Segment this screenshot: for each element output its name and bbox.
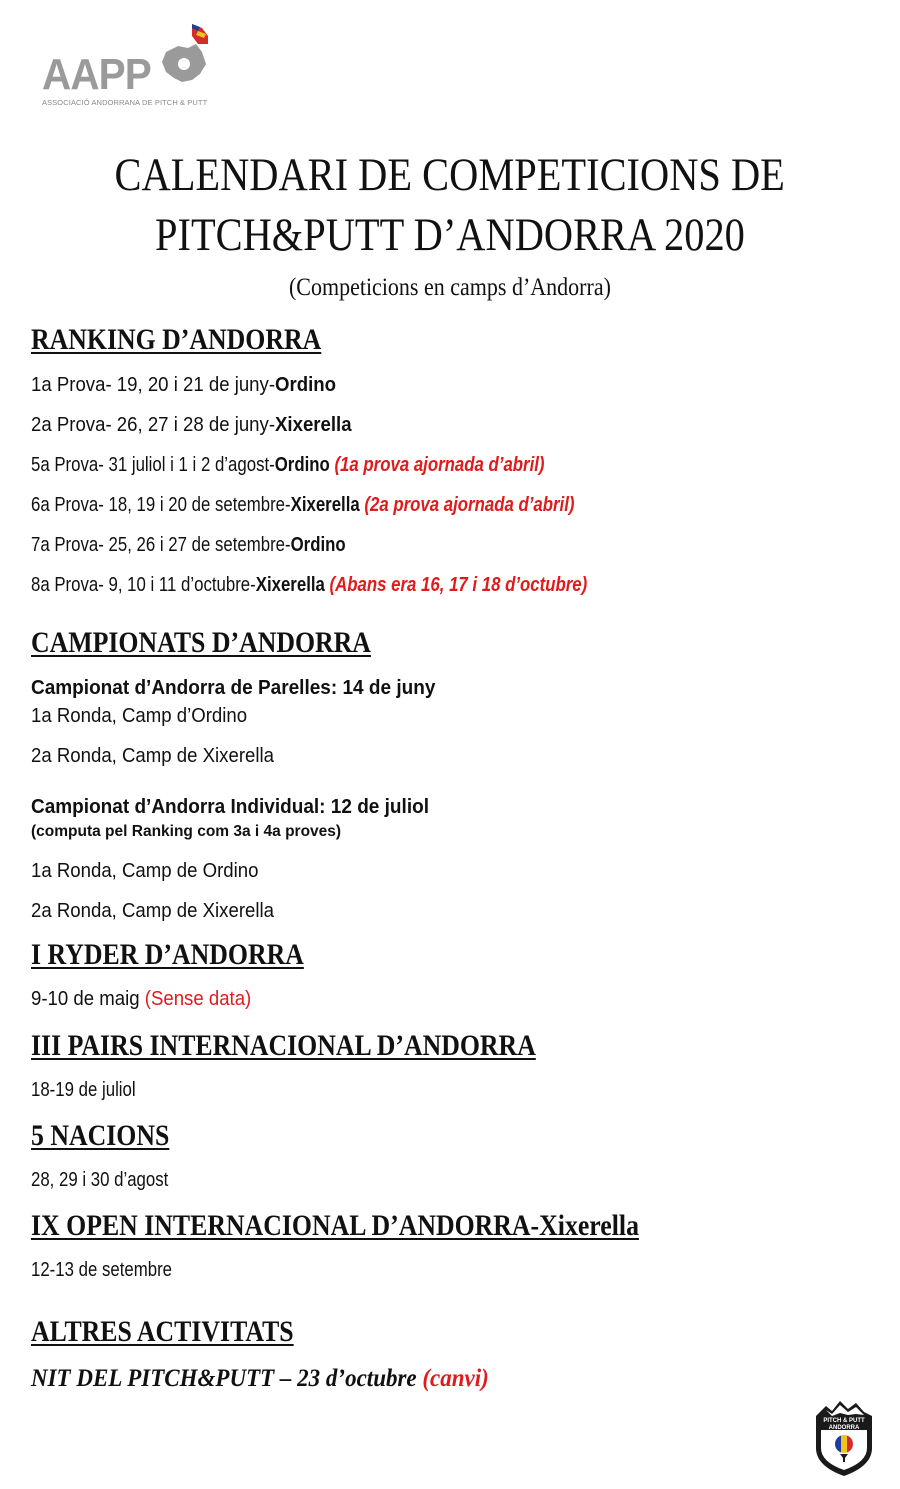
section-heading-ranking: RANKING D’ANDORRA [31, 323, 322, 356]
ranking-item: 1a Prova- 19, 20 i 21 de juny-Ordino [31, 374, 336, 396]
ranking-item: 7a Prova- 25, 26 i 27 de setembre-Ordino [31, 534, 346, 556]
page-title-line1: CALENDARI DE COMPETICIONS DE [114, 149, 786, 201]
ranking-note: (2a prova ajornada d’abril) [364, 494, 575, 516]
individual-round: 2a Ronda, Camp de Xixerella [31, 900, 274, 922]
nacions-date: 28, 29 i 30 d’agost [31, 1169, 169, 1191]
parelles-round: 1a Ronda, Camp d’Ordino [31, 705, 248, 727]
ranking-item: 5a Prova- 31 juliol i 1 i 2 d’agost-Ordino (1a prova ajornada d’abril) [31, 454, 545, 476]
individual-title: Campionat d’Andorra Individual: 12 de juliol [31, 796, 429, 818]
individual-round: 1a Ronda, Camp de Ordino [31, 860, 259, 882]
ryder-note: (Sense data) [144, 988, 252, 1010]
section-heading-open: IX OPEN INTERNACIONAL D’ANDORRA-Xixerella [31, 1209, 639, 1242]
badge-line2: ANDORRA [828, 1425, 860, 1431]
section-heading-ryder: I RYDER D’ANDORRA [31, 938, 304, 971]
parelles-title: Campionat d’Andorra de Parelles: 14 de juny [31, 677, 436, 699]
open-date: 12-13 de setembre [31, 1259, 173, 1281]
ranking-item: 2a Prova- 26, 27 i 28 de juny-Xixerella [31, 414, 352, 436]
section-heading-pairs: III PAIRS INTERNACIONAL D’ANDORRA [31, 1029, 536, 1062]
aapp-logo [40, 22, 210, 112]
logo-name: AAPP [42, 50, 151, 99]
logo-subtitle: ASSOCIACIÓ ANDORRANA DE PITCH & PUTT [42, 98, 208, 107]
pairs-date: 18-19 de juliol [31, 1079, 136, 1101]
nit-note: (canvi) [422, 1365, 489, 1392]
pitch-putt-andorra-badge [812, 1398, 876, 1478]
parelles-round: 2a Ronda, Camp de Xixerella [31, 745, 274, 767]
ranking-item: 6a Prova- 18, 19 i 20 de setembre-Xixerella (2a prova ajornada d’abril) [31, 494, 575, 516]
page-subtitle: (Competicions en camps d’Andorra) [289, 274, 611, 301]
badge-line1: PITCH & PUTT [823, 1418, 865, 1424]
individual-note: (computa pel Ranking com 3a i 4a proves) [31, 823, 342, 840]
ryder-date: 9-10 de maig (Sense data) [31, 988, 252, 1010]
ranking-note: (1a prova ajornada d’abril) [334, 454, 545, 476]
ranking-item: 8a Prova- 9, 10 i 11 d’octubre-Xixerella (Abans era 16, 17 i 18 d’octubre) [31, 574, 588, 596]
section-heading-nacions: 5 NACIONS [31, 1119, 170, 1152]
nit-event: NIT DEL PITCH&PUTT – 23 d’octubre (canvi) [31, 1365, 489, 1392]
ranking-note: (Abans era 16, 17 i 18 d’octubre) [329, 574, 588, 596]
page-title-line2: PITCH&PUTT D’ANDORRA 2020 [155, 209, 745, 261]
section-heading-campionats: CAMPIONATS D’ANDORRA [31, 626, 371, 659]
andorra-map-icon [152, 22, 212, 94]
section-heading-altres: ALTRES ACTIVITATS [31, 1315, 294, 1348]
